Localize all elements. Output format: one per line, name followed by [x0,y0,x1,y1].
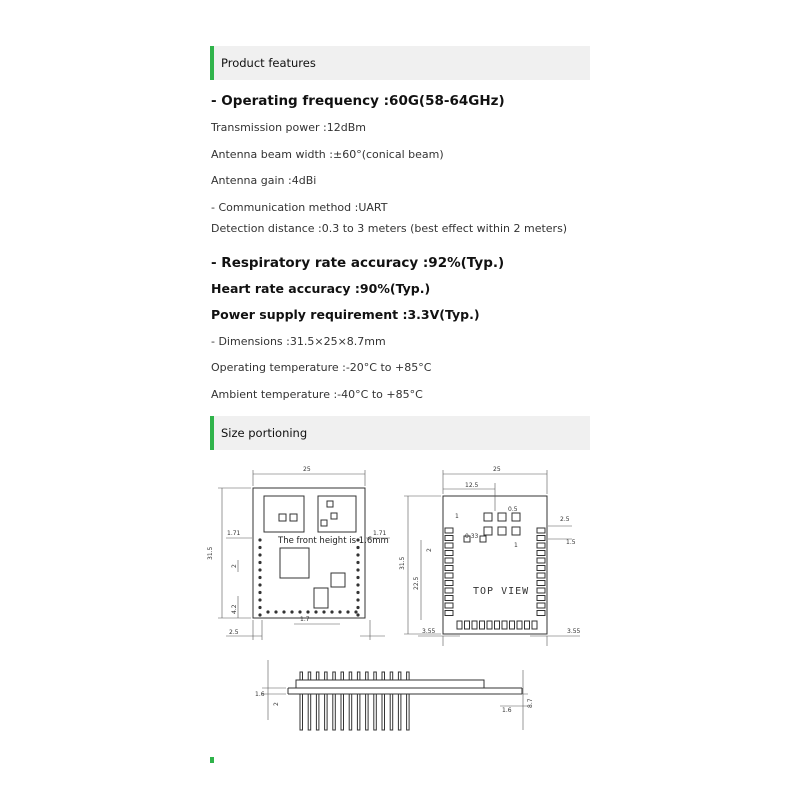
dim-left-width: 25 [303,466,311,473]
dim-right-05: 0.5 [508,506,518,513]
dim-right-half: 12.5 [465,482,479,489]
section-title: Size portioning [221,426,308,440]
dim-left-171-b: 1.71 [373,530,387,537]
feature-transmission-power: Transmission power :12dBm [211,121,366,134]
dim-left-25: 2.5 [229,629,239,636]
dim-left-17: 1.7 [300,616,310,623]
feature-heart-rate-accuracy: Heart rate accuracy :90%(Typ.) [211,281,431,296]
feature-antenna-gain: Antenna gain :4dBi [211,174,317,187]
feature-detection-distance: Detection distance :0.3 to 3 meters (best effect within 2 meters) [211,222,568,235]
left-module-drawing [207,466,390,640]
feature-operating-frequency: - Operating frequency :60G(58-64GHz) [211,93,505,109]
feature-ambient-temperature: Ambient temperature :-40°C to +85°C [211,388,423,401]
feature-operating-temperature: Operating temperature :-20°C to +85°C [211,361,432,374]
feature-antenna-beam-width: Antenna beam width :±60°(conical beam) [211,148,444,161]
section-title: Product features [221,56,316,70]
dim-left-42: 4.2 [231,604,238,614]
feature-communication-method: - Communication method :UART [211,201,388,214]
dim-right-355-b: 3.55 [567,628,581,635]
dim-side-16-left: 1.6 [255,691,265,698]
feature-power-supply: Power supply requirement :3.3V(Typ.) [211,307,480,322]
dim-right-width: 25 [493,466,501,473]
dim-right-25: 2.5 [560,516,570,523]
feature-respiratory-rate-accuracy: - Respiratory rate accuracy :92%(Typ.) [211,255,505,271]
front-height-note: The front height is 1.6mm [278,536,389,546]
right-module-drawing [399,466,581,646]
dim-side-87: 8.7 [527,698,534,708]
dim-right-height: 31.5 [399,556,406,570]
dim-right-355-a: 3.55 [422,628,436,635]
feature-dimensions: - Dimensions :31.5×25×8.7mm [211,335,386,348]
dim-left-height: 31.5 [207,546,214,560]
dim-left-2: 2 [231,564,238,568]
dim-right-1b: 1 [514,542,518,549]
dim-right-15: 1.5 [566,539,576,546]
dim-right-2: 2 [426,548,433,552]
dim-left-171-a: 1.71 [227,530,241,537]
dim-right-inner: 22.5 [413,576,420,590]
dim-side-16-right: 1.6 [502,707,512,714]
top-view-label: TOP VIEW [473,586,530,597]
section-marker [210,757,214,763]
side-view-drawing [255,660,534,730]
dim-right-033: 0.33 [465,533,479,540]
dim-side-2: 2 [273,702,280,706]
dim-right-1: 1 [455,513,459,520]
